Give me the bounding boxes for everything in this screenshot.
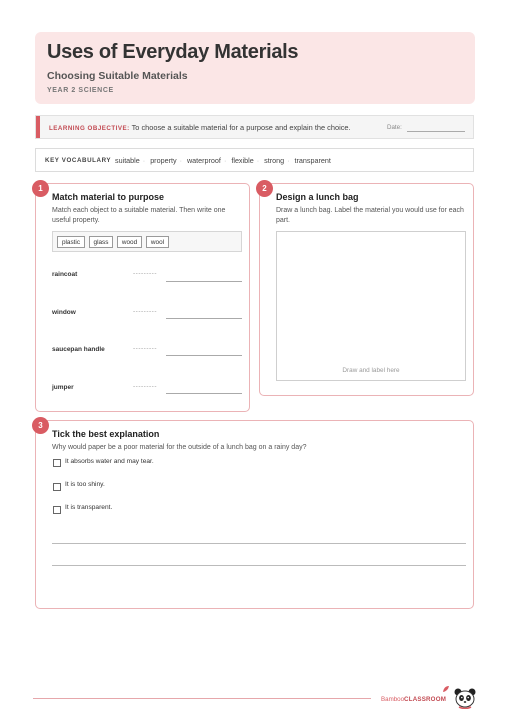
task-2-title: Design a lunch bag bbox=[276, 192, 359, 202]
option-checkbox[interactable] bbox=[53, 506, 61, 514]
item-label: jumper bbox=[52, 384, 74, 391]
task-3-question: Why would paper be a poor material for the outside of a lunch bag on a rainy day? bbox=[52, 444, 307, 451]
match-dashes: --------- bbox=[133, 308, 157, 315]
date-field[interactable] bbox=[407, 131, 465, 132]
answer-field[interactable] bbox=[166, 281, 242, 282]
word-chip: plastic bbox=[57, 236, 85, 248]
vocabulary-words bbox=[115, 156, 331, 165]
page-subtitle: Choosing Suitable Materials bbox=[47, 70, 188, 82]
word-bank bbox=[52, 231, 242, 252]
vocab-word: strong bbox=[264, 156, 285, 165]
word-chip: wood bbox=[117, 236, 142, 248]
vocab-word: waterproof bbox=[186, 156, 221, 165]
option-label: It is transparent. bbox=[65, 504, 113, 511]
panda-mascot-icon bbox=[453, 687, 477, 709]
header-banner bbox=[35, 32, 475, 104]
match-dashes: --------- bbox=[133, 345, 157, 352]
vocab-word: transparent bbox=[294, 156, 331, 165]
explanation-line[interactable] bbox=[52, 543, 466, 544]
match-dashes: --------- bbox=[133, 270, 157, 277]
item-label: saucepan handle bbox=[52, 346, 105, 353]
item-label: window bbox=[52, 309, 76, 316]
task-1-instructions: Match each object to a suitable material. Then write one useful property. bbox=[52, 207, 226, 224]
objective-text: To choose a suitable material for a purpose and explain the choice. bbox=[131, 123, 351, 132]
option-label: It is too shiny. bbox=[65, 481, 105, 488]
word-chip: wool bbox=[146, 236, 169, 248]
option-checkbox[interactable] bbox=[53, 459, 61, 467]
answer-field[interactable] bbox=[166, 393, 242, 394]
task-1-title: Match material to purpose bbox=[52, 192, 165, 202]
separator-dot: · bbox=[287, 156, 290, 165]
brand-name-part: Bamboo bbox=[381, 696, 405, 703]
option-checkbox[interactable] bbox=[53, 483, 61, 491]
separator-dot: · bbox=[179, 156, 182, 165]
item-label: raincoat bbox=[52, 271, 78, 278]
drawing-area-label: Draw and label here bbox=[342, 367, 400, 374]
separator-dot: · bbox=[223, 156, 227, 165]
vocab-word: property bbox=[150, 156, 177, 165]
task-2-number-badge: 2 bbox=[256, 180, 273, 197]
brand-name-part: CLASSROOM bbox=[404, 696, 447, 703]
footer-divider bbox=[33, 698, 371, 699]
objective-label: LEARNING OBJECTIVE: bbox=[49, 125, 130, 132]
answer-field[interactable] bbox=[166, 355, 242, 356]
objective-text-row bbox=[49, 123, 351, 132]
option-label: It absorbs water and may tear. bbox=[65, 458, 154, 465]
task-1-number-badge: 1 bbox=[32, 180, 49, 197]
vocab-word: suitable bbox=[115, 156, 140, 165]
task-2-instructions: Draw a lunch bag. Label the material you would use for each part. bbox=[276, 207, 464, 224]
learning-objective-box bbox=[35, 115, 474, 139]
word-chip: glass bbox=[89, 236, 113, 248]
separator-dot: · bbox=[142, 156, 146, 165]
drawing-area[interactable] bbox=[276, 231, 466, 381]
match-dashes: --------- bbox=[133, 383, 157, 390]
grade-label: YEAR 2 SCIENCE bbox=[47, 87, 114, 94]
answer-field[interactable] bbox=[166, 318, 242, 319]
page-title: Uses of Everyday Materials bbox=[47, 41, 299, 63]
explanation-line[interactable] bbox=[52, 565, 466, 566]
objective-accent-bar bbox=[36, 116, 40, 138]
separator-dot: · bbox=[256, 156, 260, 165]
brand-logo-text bbox=[381, 696, 446, 703]
vocab-word: flexible bbox=[231, 156, 254, 165]
leaf-icon bbox=[443, 686, 449, 692]
task-3-number-badge: 3 bbox=[32, 417, 49, 434]
task-3-title: Tick the best explanation bbox=[52, 429, 160, 439]
date-label: Date: bbox=[387, 124, 402, 131]
key-vocabulary-box bbox=[35, 148, 474, 172]
vocabulary-label: KEY VOCABULARY bbox=[45, 157, 112, 164]
